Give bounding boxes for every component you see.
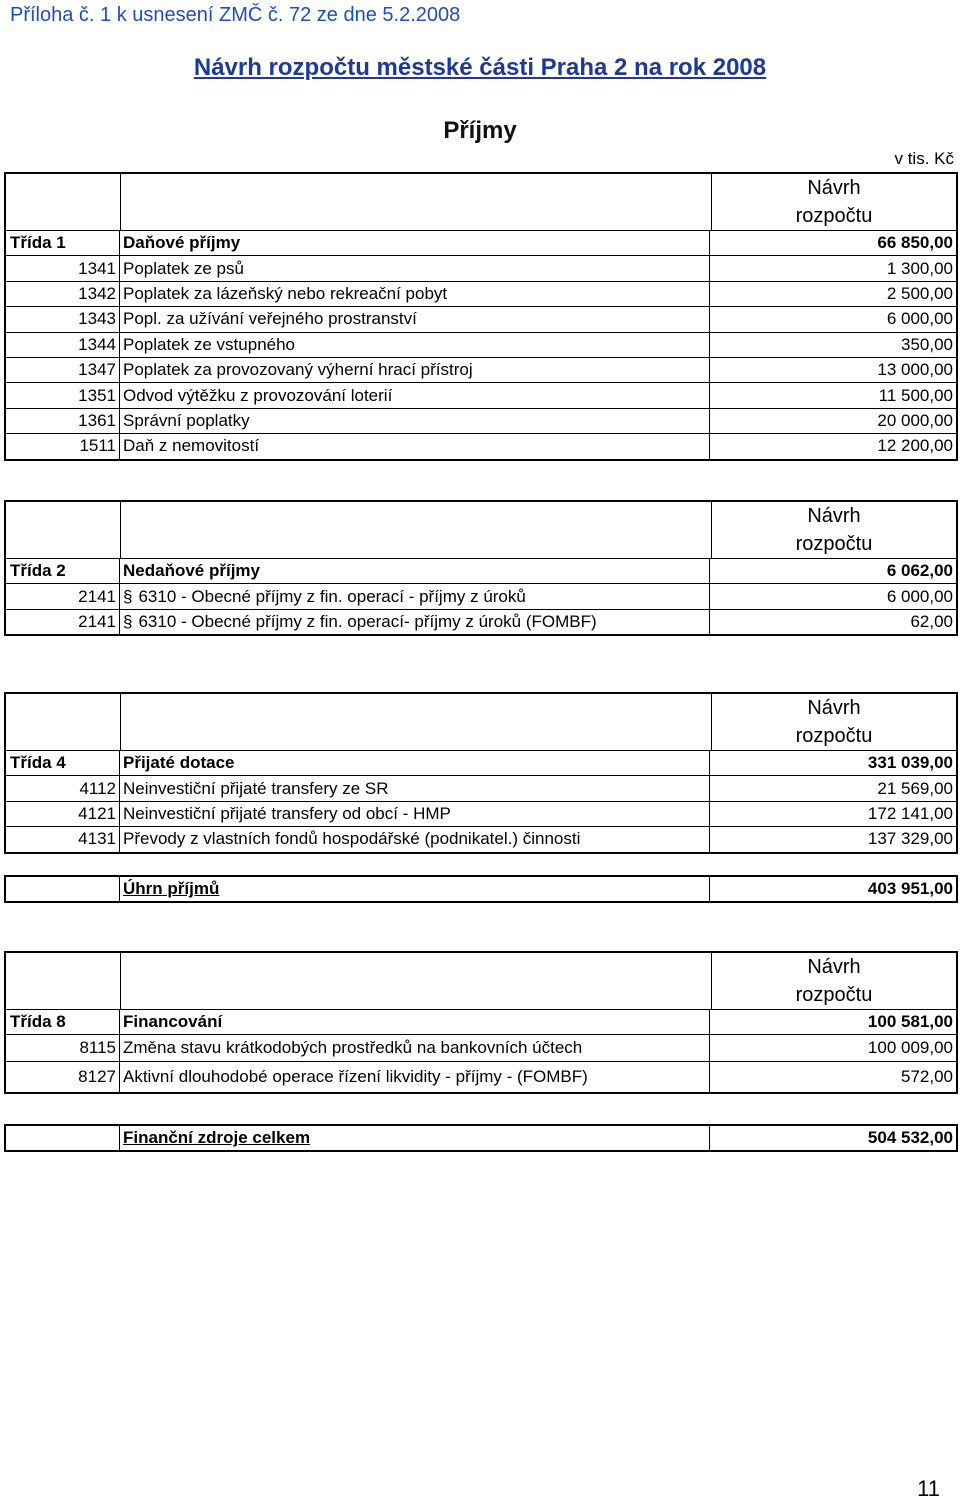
item-name: Odvod výtěžku z provozování loterií: [120, 383, 710, 407]
item-amount: 6 000,00: [886, 309, 953, 329]
column-header: [6, 953, 956, 1010]
item-code: 2141: [6, 610, 120, 634]
item-code: 1341: [6, 256, 120, 280]
table-row: [6, 826, 956, 851]
class-label: Třída 1: [6, 231, 120, 255]
header-budget-cell: [712, 174, 956, 230]
item-amount: 1 300,00: [886, 258, 953, 278]
item-name: Aktivní dlouhodobé operace řízení likvidity - příjmy - (FOMBF): [120, 1062, 710, 1092]
item-amount: 172 141,00: [867, 803, 953, 823]
item-amount: 11 500,00: [878, 385, 953, 405]
item-amount: 350,00: [901, 334, 953, 354]
class-amount: 6 062,00: [886, 561, 953, 581]
item-code: 1351: [6, 383, 120, 407]
total-code-cell: [6, 1126, 120, 1150]
item-code: 1344: [6, 333, 120, 357]
class-name: Nedaňové příjmy: [120, 559, 710, 583]
header-line1: Návrh: [807, 697, 861, 719]
header-name-cell: [121, 502, 712, 558]
header-code-cell: [6, 174, 121, 230]
class-row: [6, 1010, 956, 1034]
item-code: 1361: [6, 409, 120, 433]
total-income-table: [4, 875, 958, 903]
page-title-text: Návrh rozpočtu městské části Praha 2 na rok 2008: [193, 54, 767, 81]
item-name: 6310 - Obecné příjmy z fin. operací - příjmy z úroků: [138, 586, 526, 606]
class-label: Třída 8: [6, 1010, 120, 1034]
class2-table: [4, 500, 958, 636]
item-name-cell: [120, 610, 710, 634]
item-code: 8115: [6, 1035, 120, 1061]
item-name: 6310 - Obecné příjmy z fin. operací- příjmy z úroků (FOMBF): [138, 611, 597, 631]
item-code: 8127: [6, 1062, 120, 1092]
section-title: Příjmy: [443, 117, 517, 144]
total-amount: 403 951,00: [867, 879, 953, 899]
item-amount: 21 569,00: [877, 778, 953, 798]
item-amount: 12 200,00: [877, 436, 953, 456]
class-amount: 331 039,00: [867, 753, 953, 773]
item-name: Daň z nemovitostí: [120, 434, 710, 458]
table-row: [6, 775, 956, 800]
item-name: Neinvestiční přijaté transfery od obcí - HMP: [120, 802, 710, 826]
header-line1: Návrh: [807, 177, 861, 199]
item-code: 2141: [6, 584, 120, 608]
header-line2: rozpočtu: [795, 725, 873, 747]
header-name-cell: [121, 694, 712, 750]
item-name: Poplatek ze psů: [120, 256, 710, 280]
class-row: [6, 231, 956, 255]
header-code-cell: [6, 694, 121, 750]
table-row: [6, 332, 956, 357]
item-code: 1347: [6, 358, 120, 382]
table-row: [6, 433, 956, 458]
paragraph-sign: §: [123, 611, 133, 631]
table-row: [6, 255, 956, 280]
table-row: [6, 357, 956, 382]
class-label: Třída 2: [6, 559, 120, 583]
total-row: [6, 877, 956, 901]
item-code: 1342: [6, 282, 120, 306]
class4-table: [4, 692, 958, 854]
header-name-cell: [121, 953, 712, 1009]
item-name: Poplatek ze vstupného: [120, 333, 710, 357]
item-amount: 2 500,00: [886, 283, 953, 303]
header-code-cell: [6, 502, 121, 558]
item-name: Neinvestiční přijaté transfery ze SR: [120, 776, 710, 800]
item-code: 1343: [6, 307, 120, 331]
header-line2: rozpočtu: [795, 984, 873, 1006]
table-row: [6, 382, 956, 407]
class-row: [6, 751, 956, 775]
item-amount: 100 009,00: [867, 1038, 953, 1058]
item-name: Změna stavu krátkodobých prostředků na bankovních účtech: [120, 1035, 710, 1061]
item-name-cell: [120, 584, 710, 608]
header-line1: Návrh: [807, 505, 861, 527]
item-code: 1511: [6, 434, 120, 458]
class-row: [6, 559, 956, 583]
item-code: 4131: [6, 827, 120, 851]
total-row: [6, 1126, 956, 1150]
item-name: Převody z vlastních fondů hospodářské (podnikatel.) činnosti: [120, 827, 710, 851]
header-line1: Návrh: [807, 956, 861, 978]
header-name-cell: [121, 174, 712, 230]
item-amount: 62,00: [910, 611, 953, 631]
class-amount: 100 581,00: [867, 1012, 953, 1032]
table-row: [6, 1061, 956, 1092]
table-row: [6, 801, 956, 826]
item-name: Popl. za užívání veřejného prostranství: [120, 307, 710, 331]
page-number: 11: [917, 1476, 940, 1501]
units-label: v tis. Kč: [894, 149, 954, 168]
item-amount: 6 000,00: [886, 586, 953, 606]
column-header: [6, 694, 956, 751]
header-budget-cell: [712, 502, 956, 558]
header-budget-cell: [712, 953, 956, 1009]
item-name: Poplatek za lázeňský nebo rekreační pobyt: [120, 282, 710, 306]
header-code-cell: [6, 953, 121, 1009]
paragraph-sign: §: [123, 586, 133, 606]
class-name: Přijaté dotace: [120, 751, 710, 775]
class-amount: 66 850,00: [877, 233, 953, 253]
item-code: 4112: [6, 776, 120, 800]
header-line2: rozpočtu: [795, 205, 873, 227]
column-header: [6, 502, 956, 559]
class8-table: [4, 951, 958, 1094]
item-amount: 137 329,00: [867, 829, 953, 849]
total-code-cell: [6, 877, 120, 901]
class-label: Třída 4: [6, 751, 120, 775]
table-row: [6, 281, 956, 306]
attachment-note: Příloha č. 1 k usnesení ZMČ č. 72 ze dne 5.2.2008: [10, 4, 461, 26]
total-label: Finanční zdroje celkem: [120, 1126, 710, 1150]
item-name: Správní poplatky: [120, 409, 710, 433]
table-row: [6, 609, 956, 634]
item-amount: 20 000,00: [877, 410, 953, 430]
table-row: [6, 1034, 956, 1061]
header-line2: rozpočtu: [795, 533, 873, 555]
class1-table: [4, 172, 958, 461]
item-name: Poplatek za provozovaný výherní hrací přístroj: [120, 358, 710, 382]
table-row: [6, 408, 956, 433]
column-header: [6, 174, 956, 231]
item-code: 4121: [6, 802, 120, 826]
class-name: Financování: [120, 1010, 710, 1034]
table-row: [6, 306, 956, 331]
class-name: Daňové příjmy: [120, 231, 710, 255]
item-amount: 572,00: [901, 1067, 953, 1087]
table-row: [6, 583, 956, 608]
total-amount: 504 532,00: [867, 1128, 953, 1148]
total-sources-table: [4, 1124, 958, 1152]
item-amount: 13 000,00: [877, 360, 953, 380]
total-label: Úhrn příjmů: [120, 877, 710, 901]
page-title: [0, 54, 960, 82]
header-budget-cell: [712, 694, 956, 750]
